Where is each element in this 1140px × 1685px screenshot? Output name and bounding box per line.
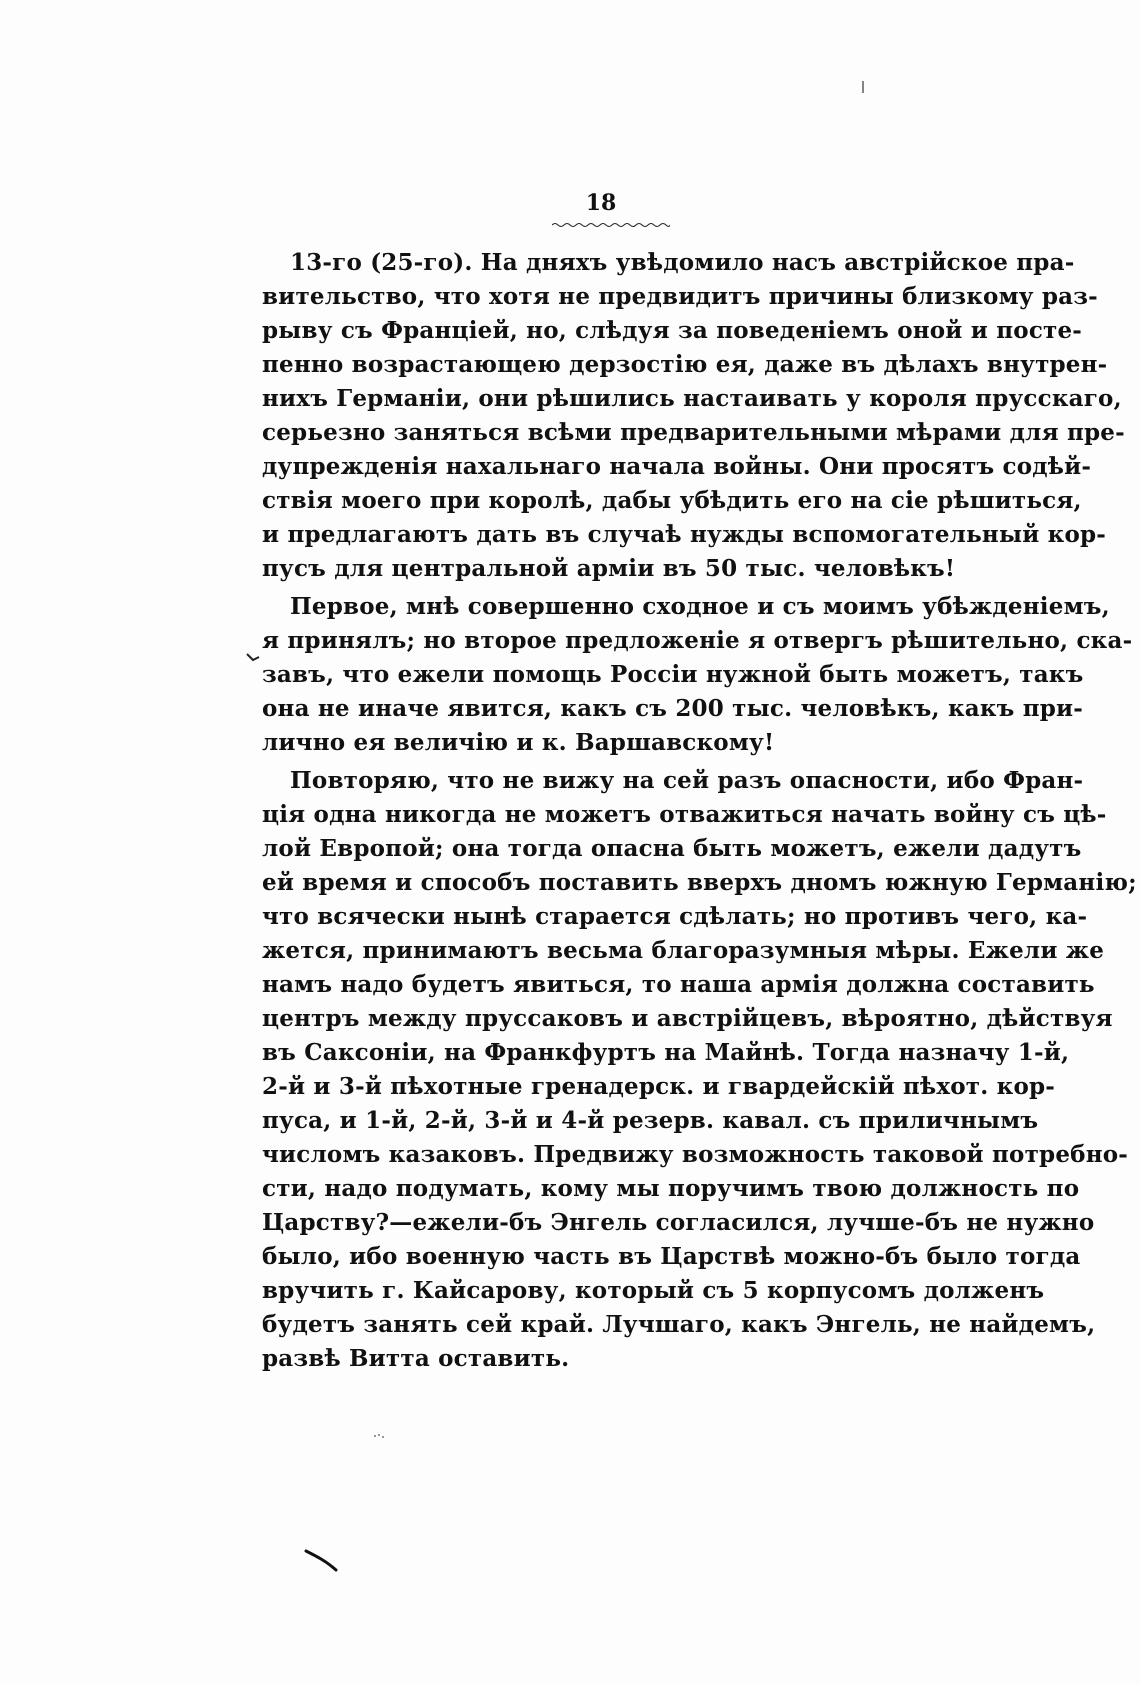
- text-line: Первое, мнѣ совершенно сходное и съ моимъ убѣжденiемъ,: [290, 593, 1110, 620]
- paragraph-2: [262, 590, 1133, 760]
- text-line: пенно возрастающею дерзостiю ея, даже въ дѣлахъ внутрен-: [262, 351, 1108, 378]
- text-line: рыву съ Францiей, но, слѣдуя за поведенiемъ оной и посте-: [262, 317, 1083, 344]
- wavy-rule: [552, 222, 670, 228]
- text-line: будетъ занять сей край. Лучшаго, какъ Энгель, не найдемъ,: [262, 1311, 1096, 1338]
- text-line: намъ надо будетъ явиться, то наша армiя должна составить: [262, 971, 1095, 998]
- text-line: числомъ казаковъ. Предвижу возможность таковой потребно-: [262, 1141, 1129, 1168]
- ink-speck: [372, 1432, 386, 1440]
- ink-mark-margin: [246, 652, 260, 662]
- text-line: я принялъ; но второе предложенiе я отвергъ рѣшительно, ска-: [262, 627, 1133, 654]
- text-line: она не иначе явится, какъ съ 200 тыс. человѣкъ, какъ при-: [262, 695, 1084, 722]
- text-line: вительство, что хотя не предвидитъ причины близкому раз-: [262, 283, 1098, 310]
- text-line: что всячески нынѣ старается сдѣлать; но противъ чего, ка-: [262, 903, 1088, 930]
- ink-stroke-bottom: [304, 1548, 338, 1572]
- text-line: серьезно заняться всѣми предварительными мѣрами для пре-: [262, 419, 1125, 446]
- text-line: центръ между пруссаковъ и австрiйцевъ, вѣроятно, дѣйствуя: [262, 1005, 1113, 1032]
- text-line: 13-го (25-го). На дняхъ увѣдомило насъ австрiйское пра-: [290, 249, 1075, 276]
- page-number: 18: [585, 190, 617, 216]
- body-text: [262, 246, 1137, 1376]
- paragraph-3: [262, 764, 1137, 1376]
- text-line: нихъ Германiи, они рѣшились настаивать у короля прусскаго,: [262, 385, 1122, 412]
- text-line: жется, принимаютъ весьма благоразумныя мѣры. Ежели же: [262, 937, 1105, 964]
- text-line: въ Саксонiи, на Франкфуртъ на Майнѣ. Тогда назначу 1-й,: [262, 1039, 1070, 1066]
- ink-mark-top: [860, 80, 866, 94]
- text-line: вручить г. Кайсарову, который съ 5 корпусомъ долженъ: [262, 1277, 1045, 1304]
- text-line: лично ея величiю и к. Варшавскому!: [262, 729, 775, 756]
- text-line: ей время и способъ поставить вверхъ дномъ южную Германiю;: [262, 869, 1137, 896]
- text-line: ствiя моего при королѣ, дабы убѣдить его на сiе рѣшиться,: [262, 487, 1082, 514]
- text-line: 2-й и 3-й пѣхотные гренадерск. и гвардейскiй пѣхот. кор-: [262, 1073, 1056, 1100]
- text-line: развѣ Витта оставить.: [262, 1345, 570, 1372]
- paragraph-1: [262, 246, 1125, 586]
- text-line: пуса, и 1-й, 2-й, 3-й и 4-й резерв. кавал. съ приличнымъ: [262, 1107, 1039, 1134]
- text-line: лой Европой; она тогда опасна быть можетъ, ежели дадутъ: [262, 835, 1082, 862]
- text-line: Повторяю, что не вижу на сей разъ опасности, ибо Фран-: [290, 767, 1084, 794]
- text-line: и предлагаютъ дать въ случаѣ нужды вспомогательный кор-: [262, 521, 1107, 548]
- text-line: завъ, что ежели помощь Россiи нужной быть можетъ, такъ: [262, 661, 1084, 688]
- text-line: Царству?—ежели-бъ Энгель согласился, лучше-бъ не нужно: [262, 1209, 1095, 1236]
- text-line: цiя одна никогда не можетъ отважиться начать войну съ цѣ-: [262, 801, 1107, 828]
- text-line: было, ибо военную часть въ Царствѣ можно-бъ было тогда: [262, 1243, 1081, 1270]
- text-line: сти, надо подумать, кому мы поручимъ твою должность по: [262, 1175, 1080, 1202]
- text-line: дупрежденiя нахальнаго начала войны. Они просятъ содѣй-: [262, 453, 1092, 480]
- text-line: пусъ для центральной армiи въ 50 тыс. человѣкъ!: [262, 555, 956, 582]
